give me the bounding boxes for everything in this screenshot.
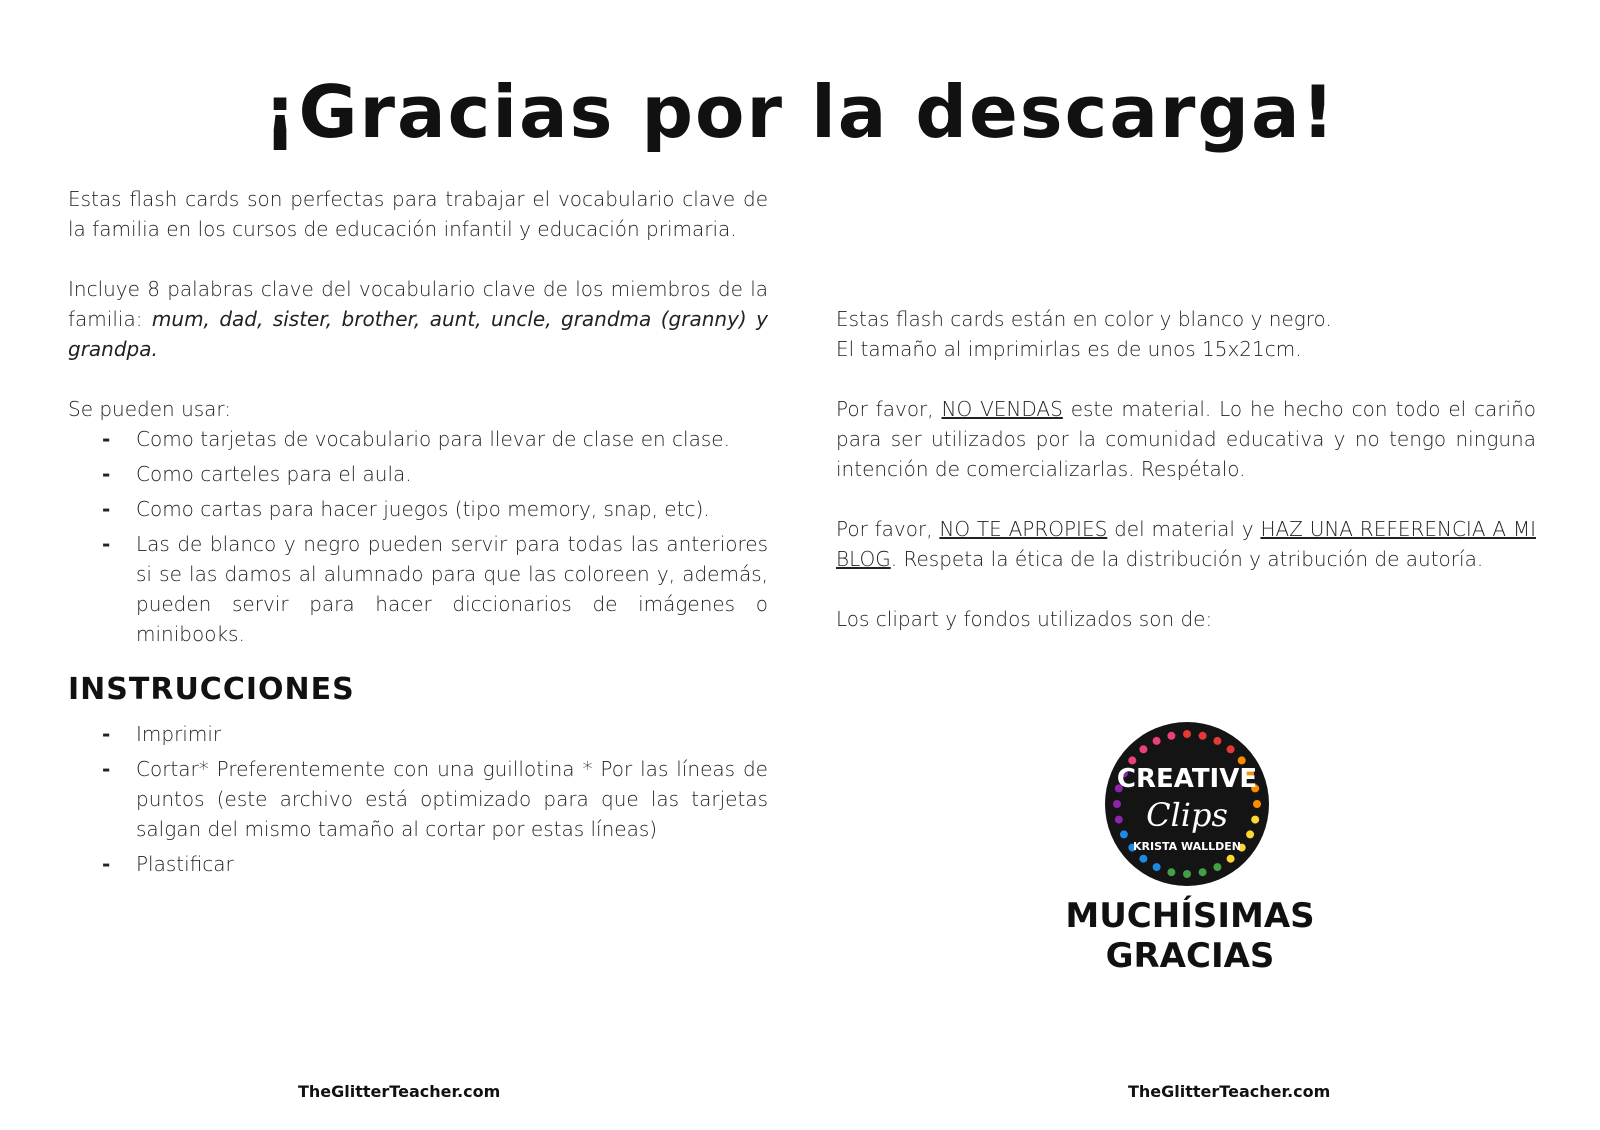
logo-dot — [1153, 863, 1161, 871]
no-sell-link: NO VENDAS — [941, 397, 1063, 421]
logo-dot — [1227, 855, 1235, 863]
logo-dot — [1213, 863, 1221, 871]
no-sell-prefix: Por favor, — [836, 397, 934, 421]
logo-dot — [1167, 732, 1175, 740]
logo-dot — [1139, 855, 1147, 863]
page-title: ¡Gracias por la descarga! — [263, 70, 1337, 154]
logo-dot — [1153, 737, 1161, 745]
color-note: Estas flash cards están en color y blanco y negro. — [836, 307, 1332, 331]
size-note: El tamaño al imprimirlas es de unos 15x21cm. — [836, 337, 1302, 361]
right-column — [836, 304, 1536, 634]
logo-dot — [1183, 730, 1191, 738]
logo-text-author: KRISTA WALLDEN — [1132, 840, 1242, 853]
logo-dot — [1139, 745, 1147, 753]
ref-suffix: . Respeta la ética de la distribución y atribución de autoría. — [890, 547, 1484, 571]
no-appropriate-link: NO TE APROPIES — [939, 517, 1108, 541]
instructions-heading: INSTRUCCIONES — [68, 672, 355, 707]
logo-text-clips: Clips — [1146, 796, 1228, 834]
footer-left-site: TheGlitterTeacher.com — [298, 1082, 501, 1101]
blog-reference-link: HAZ UNA REFERENCIA A MI BLOG — [836, 517, 1536, 571]
includes-words: mum, dad, sister, brother, aunt, uncle, grandma (granny) y grandpa. — [68, 307, 768, 361]
logo-dot — [1199, 868, 1207, 876]
uses-list — [68, 424, 768, 649]
includes-prefix: Incluye 8 palabras clave del vocabulario clave de los miembros de la familia: — [68, 277, 768, 331]
includes-paragraph — [68, 274, 768, 364]
left-column — [68, 184, 768, 884]
intro-paragraph: Estas flash cards son perfectas para trabajar el vocabulario clave de la familia en los cursos de educación infantil y educación primaria. — [68, 187, 768, 241]
list-item: - Las de blanco y negro pueden servir para todas las anteriores si se las damos al alumnado para que las coloreen y, además, pueden servir para hacer diccionarios de imágenes o minibooks. — [136, 529, 768, 649]
logo-dot — [1227, 745, 1235, 753]
no-sell-suffix: este material. Lo he hecho con todo el cariño para ser utilizados por la comunidad educativa y no tengo ninguna intención de comercializarlas. Respétalo. — [836, 397, 1537, 481]
ref-prefix: Por favor, — [836, 517, 933, 541]
logo-dot — [1213, 737, 1221, 745]
uses-heading: Se pueden usar: — [68, 397, 232, 421]
instructions-list — [68, 719, 768, 879]
logo-dot — [1199, 732, 1207, 740]
clipart-note: Los clipart y fondos utilizados son de: — [836, 607, 1213, 631]
thanks-heading: MUCHÍSIMAS GRACIAS — [1065, 896, 1315, 976]
ref-middle: del material y — [1114, 517, 1254, 541]
list-item: - Como carteles para el aula. — [136, 459, 768, 489]
list-item: - Como cartas para hacer juegos (tipo memory, snap, etc). — [136, 494, 768, 524]
logo-dot — [1183, 870, 1191, 878]
list-item: - Cortar* Preferentemente con una guillotina * Por las líneas de puntos (este archivo está optimizado para que las tarjetas salgan del mismo tamaño al cortar por estas líneas) — [136, 754, 768, 844]
list-item: - Plastificar — [136, 849, 768, 879]
no-sell-paragraph — [836, 394, 1536, 484]
creative-clips-logo — [1105, 722, 1269, 886]
reference-paragraph — [836, 514, 1536, 574]
logo-text-creative: CREATIVE — [1116, 764, 1258, 794]
list-item: - Imprimir — [136, 719, 768, 749]
footer-right-site: TheGlitterTeacher.com — [1128, 1082, 1331, 1101]
logo-circle — [1105, 722, 1269, 886]
list-item: - Como tarjetas de vocabulario para llevar de clase en clase. — [136, 424, 768, 454]
logo-dot — [1167, 868, 1175, 876]
